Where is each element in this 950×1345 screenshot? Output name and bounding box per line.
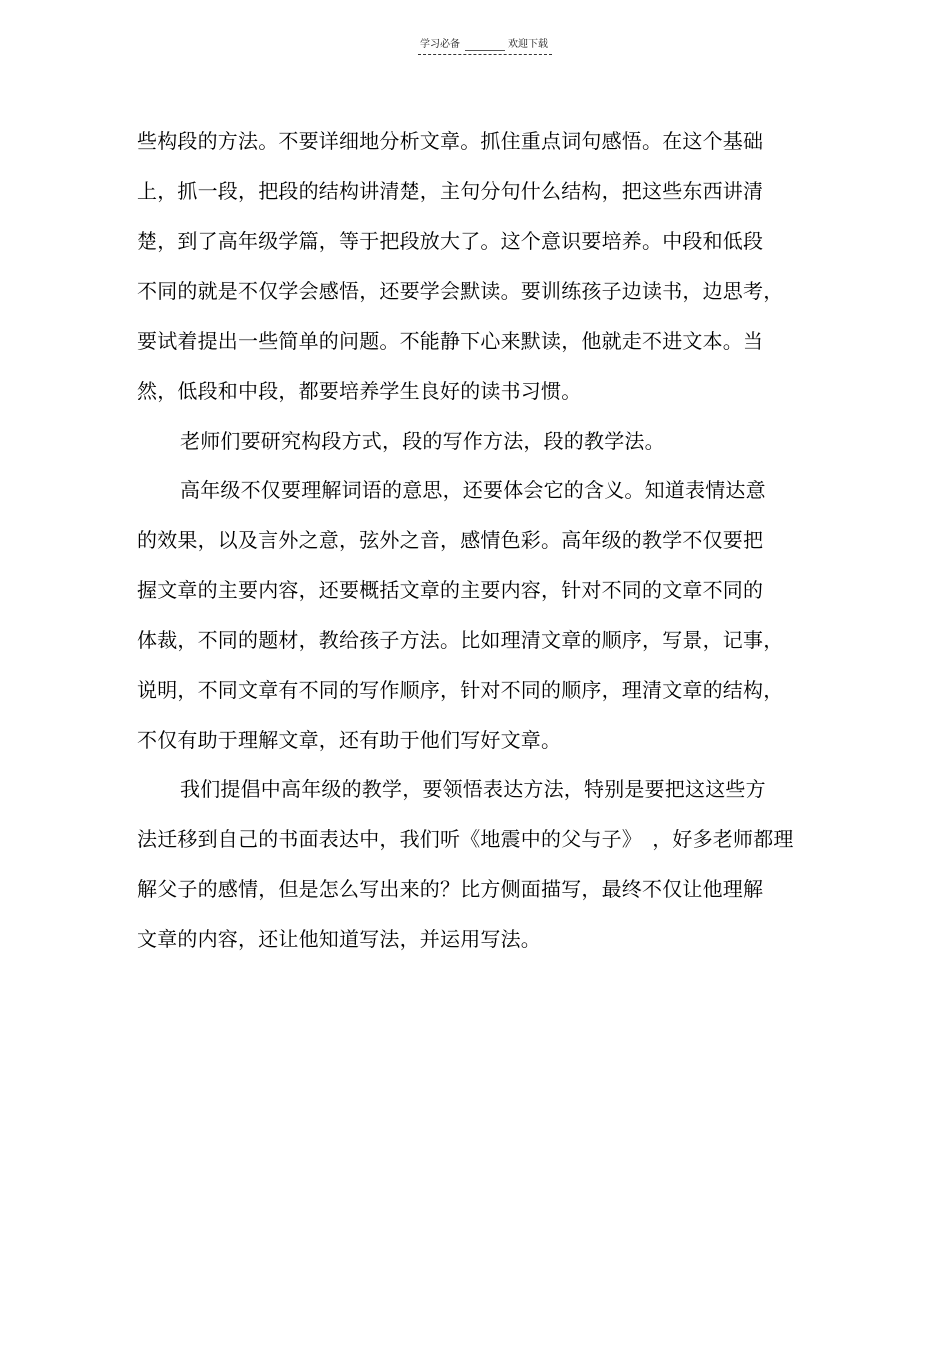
body-line: 高年级不仅要理解词语的意思，还要体会它的含义。知道表情达意 (180, 478, 766, 502)
header-left-text: 学习必备 (420, 39, 460, 50)
body-line: 的效果，以及言外之意，弦外之音，感情色彩。高年级的教学不仅要把 (137, 528, 764, 552)
body-line: 要试着提出一些简单的问题。不能静下心来默读，他就走不进文本。当 (137, 329, 764, 353)
body-line: 体裁，不同的题材，教给孩子方法。比如理清文章的顺序，写景，记事， (137, 628, 784, 652)
body-line: 老师们要研究构段方式，段的写作方法，段的教学法。 (180, 429, 665, 453)
header-underline (465, 50, 505, 51)
body-line: 说明，不同文章有不同的写作顺序，针对不同的顺序，理清文章的结构， (137, 678, 784, 702)
body-line: 然，低段和中段，都要培养学生良好的读书习惯。 (137, 379, 582, 403)
body-line: 法迁移到自己的书面表达中，我们听《地震中的父与子》 ，好多老师都理 (137, 827, 794, 851)
body-line: 握文章的主要内容，还要概括文章的主要内容，针对不同的文章不同的 (137, 578, 764, 602)
header-dashed-rule (418, 54, 552, 55)
body-line: 楚，到了高年级学篇，等于把段放大了。这个意识要培养。中段和低段 (137, 229, 764, 253)
body-line: 不仅有助于理解文章，还有助于他们写好文章。 (137, 728, 562, 752)
body-line: 解父子的感情，但是怎么写出来的？比方侧面描写，最终不仅让他理解 (137, 877, 764, 901)
header-right-text: 欢迎下载 (508, 39, 548, 50)
body-line: 我们提倡中高年级的教学，要领悟表达方法，特别是要把这这些方 (180, 777, 766, 801)
body-line: 些构段的方法。不要详细地分析文章。抓住重点词句感悟。在这个基础 (137, 129, 764, 153)
page-header (418, 39, 552, 57)
body-line: 不同的就是不仅学会感悟，还要学会默读。要训练孩子边读书，边思考， (137, 279, 784, 303)
body-line: 文章的内容，还让他知道写法，并运用写法。 (137, 927, 541, 951)
body-line: 上，抓一段，把段的结构讲清楚，主句分句什么结构，把这些东西讲清 (137, 179, 764, 203)
